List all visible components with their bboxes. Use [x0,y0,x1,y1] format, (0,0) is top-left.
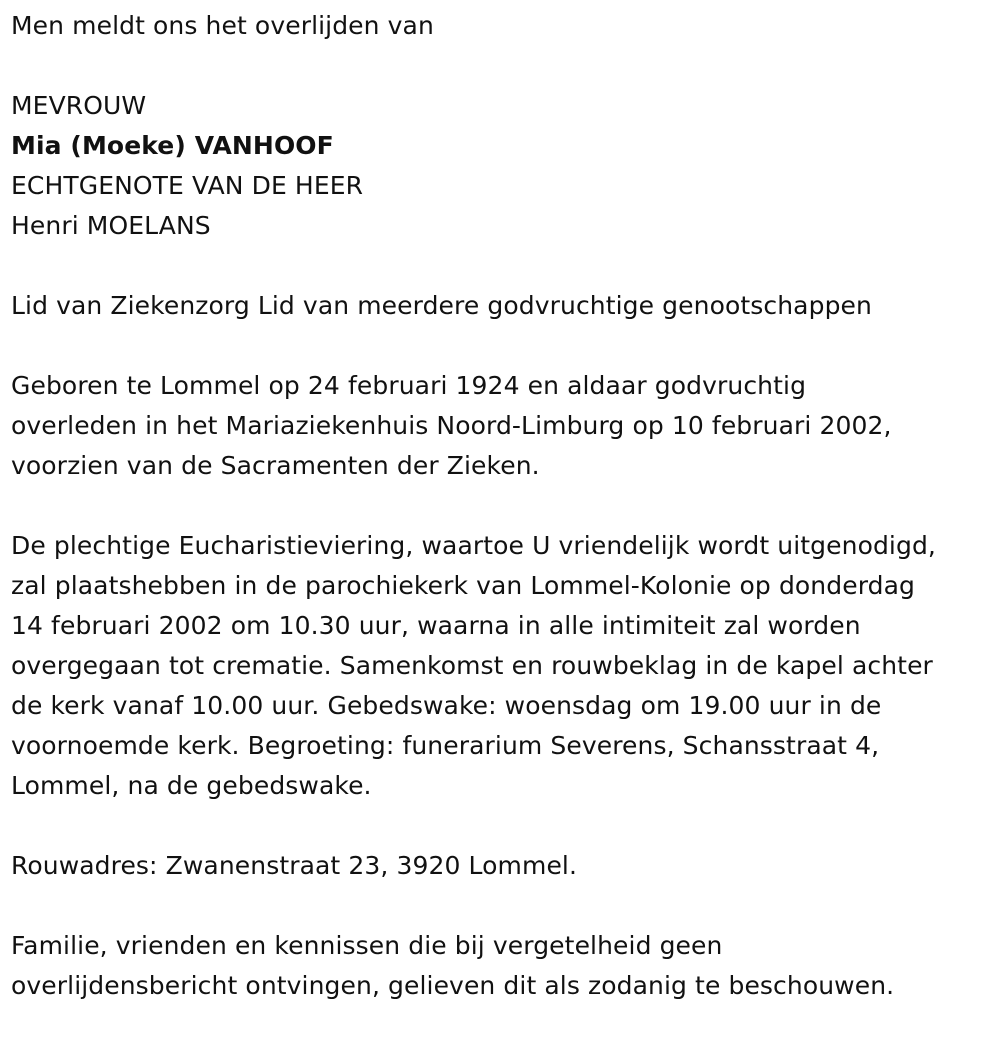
ceremony-line: De plechtige Eucharistieviering, waartoe U vriendelijk wordt uitgenodigd, [11,531,936,560]
ceremony-line: overgegaan tot crematie. Samenkomst en rouwbeklag in de kapel achter [11,651,933,680]
closing-line: Familie, vrienden en kennissen die bij vergetelheid geen [11,931,723,960]
birth-death-paragraph [11,366,996,486]
birth-death-line: overleden in het Mariaziekenhuis Noord-Limburg op 10 februari 2002, [11,411,892,440]
spacer [11,326,996,366]
spacer [11,246,996,286]
closing-line: overlijdensbericht ontvingen, gelieven dit als zodanig te beschouwen. [11,971,895,1000]
ceremony-line: voornoemde kerk. Begroeting: funerarium Severens, Schansstraat 4, [11,731,880,760]
ceremony-line: de kerk vanaf 10.00 uur. Gebedswake: woensdag om 19.00 uur in de [11,691,882,720]
spouse-name: Henri MOELANS [11,211,211,240]
death-notice [11,6,996,1006]
mourning-address: Rouwadres: Zwanenstraat 23, 3920 Lommel. [11,851,578,880]
ceremony-paragraph [11,526,996,806]
intro-text: Men meldt ons het overlijden van [11,11,434,40]
spouse-label: ECHTGENOTE VAN DE HEER [11,171,364,200]
birth-death-line: Geboren te Lommel op 24 februari 1924 en aldaar godvruchtig [11,371,807,400]
ceremony-line: Lommel, na de gebedswake. [11,771,372,800]
deceased-name: Mia (Moeke) VANHOOF [11,131,334,160]
spacer [11,46,996,86]
birth-death-line: voorzien van de Sacramenten der Zieken. [11,451,540,480]
salutation: MEVROUW [11,91,147,120]
spacer [11,886,996,926]
spacer [11,486,996,526]
memberships-text: Lid van Ziekenzorg Lid van meerdere godvruchtige genootschappen [11,291,872,320]
ceremony-line: 14 februari 2002 om 10.30 uur, waarna in alle intimiteit zal worden [11,611,861,640]
spacer [11,806,996,846]
closing-paragraph [11,926,996,1006]
ceremony-line: zal plaatshebben in de parochiekerk van Lommel-Kolonie op donderdag [11,571,916,600]
